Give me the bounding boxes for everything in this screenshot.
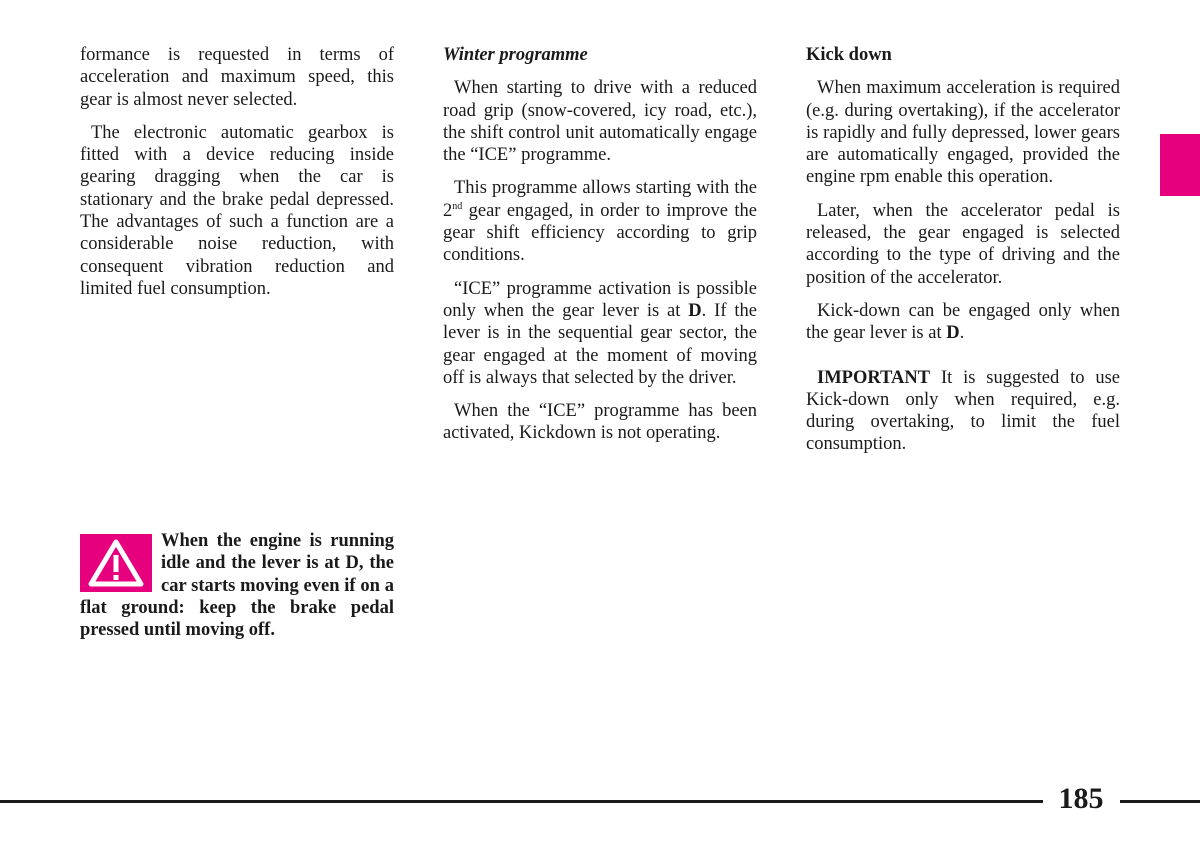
paragraph: “ICE” programme activation is possible only when the gear lever is at D. If the lever is in the sequential gear sector, the gear engaged at the moment of moving off is always that selected by the driver.: [443, 278, 757, 388]
section-tab-marker: [1160, 134, 1200, 196]
column-1: [80, 44, 394, 311]
section-heading-kick-down: Kick down: [806, 45, 892, 65]
paragraph: This programme allows starting with the 2nd gear engaged, in order to improve the gear shift efficiency according to grip conditions.: [443, 178, 757, 266]
important-note: IMPORTANT It is suggested to use Kick-down only when required, e.g. during overtaking, to limit the fuel consumption.: [806, 367, 1120, 455]
section-heading-winter-programme: Winter programme: [443, 45, 588, 65]
footer-rule: [1120, 800, 1200, 803]
paragraph: When the “ICE” programme has been activated, Kickdown is not operating.: [443, 401, 757, 444]
warning-box: [80, 530, 394, 641]
page-number: 185: [1058, 782, 1104, 815]
column-3: [806, 44, 1120, 467]
paragraph: When maximum acceleration is required (e.g. during overtaking), if the accelerator is rapidly and fully depressed, lower gears are automatically engaged, provided the engine rpm enable this operation.: [806, 78, 1120, 188]
paragraph: When starting to drive with a reduced road grip (snow-covered, icy road, etc.), the shift control unit automatically engage the “ICE” programme.: [443, 78, 757, 166]
column-2: [443, 44, 757, 456]
warning-text: When the engine is running idle and the lever is at D, the car starts moving even if on a flat ground: keep the brake pedal pressed until moving off.: [80, 531, 394, 641]
paragraph: Later, when the accelerator pedal is released, the gear engaged is selected according to the type of driving and the position of the accelerator.: [806, 200, 1120, 288]
paragraph: The electronic automatic gearbox is fitted with a device reducing inside gearing dragging when the car is stationary and the brake pedal depressed. The advantages of such a function are a considerable noise reduction, with consequent vibration reduction and limited fuel consumption.: [80, 122, 394, 299]
paragraph: formance is requested in terms of acceleration and maximum speed, this gear is almost never selected.: [80, 45, 394, 110]
paragraph: Kick-down can be engaged only when the gear lever is at D.: [806, 300, 1120, 344]
warning-triangle-icon: [80, 534, 152, 592]
footer-rule: [0, 800, 1043, 803]
